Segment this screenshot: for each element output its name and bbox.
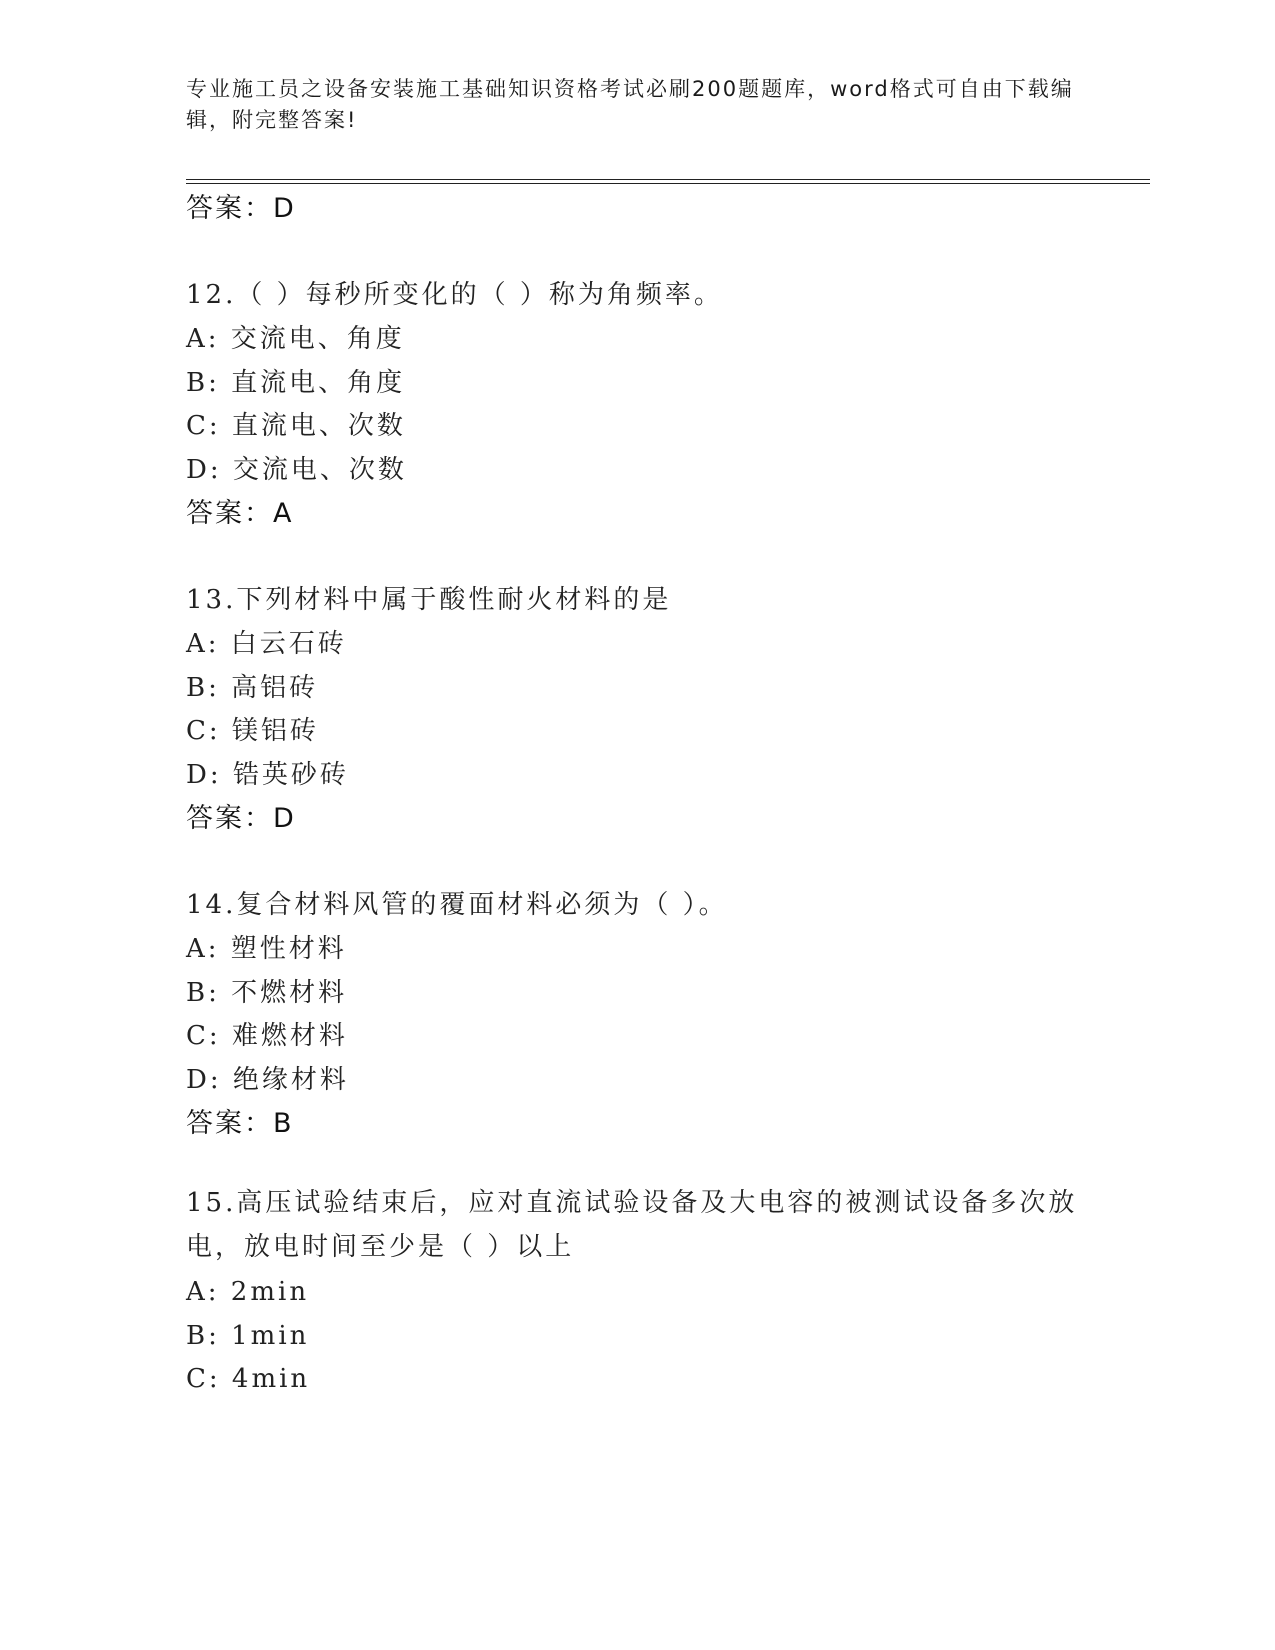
question-15-option-b: B: 1min xyxy=(186,1321,310,1351)
question-13-option-d: D: 锆英砂砖 xyxy=(186,760,349,790)
question-12-option-d: D: 交流电、次数 xyxy=(186,455,407,485)
question-12-option-b: B: 直流电、角度 xyxy=(186,368,406,398)
question-12-text: 12.（ ）每秒所变化的（ ）称为角频率。 xyxy=(186,280,723,310)
question-12-answer: 答案：A xyxy=(186,498,294,529)
header-rule-bottom xyxy=(186,183,1150,184)
question-15-option-a: A: 2min xyxy=(186,1277,310,1307)
question-13-answer: 答案：D xyxy=(186,803,296,834)
question-14-option-d: D: 绝缘材料 xyxy=(186,1065,349,1095)
question-13-text: 13.下列材料中属于酸性耐火材料的是 xyxy=(186,585,672,615)
question-14-text: 14.复合材料风管的覆面材料必须为（ ）。 xyxy=(186,890,728,920)
question-13-option-c: C: 镁铝砖 xyxy=(186,716,319,746)
question-14-answer: 答案：B xyxy=(186,1108,294,1139)
document-header-title: 专业施工员之设备安装施工基础知识资格考试必刷200题题库，word格式可自由下载编辑，附完整答案! xyxy=(186,77,1074,132)
question-13-option-b: B: 高铝砖 xyxy=(186,673,319,703)
question-14-option-a: A: 塑性材料 xyxy=(186,934,347,964)
previous-answer: 答案：D xyxy=(186,193,296,224)
question-12-option-c: C: 直流电、次数 xyxy=(186,411,406,441)
question-12-option-a: A: 交流电、角度 xyxy=(186,324,405,354)
question-14-option-b: B: 不燃材料 xyxy=(186,978,348,1008)
question-15-text: 15.高压试验结束后，应对直流试验设备及大电容的被测试设备多次放电，放电时间至少是（ ）以上 xyxy=(186,1188,1078,1262)
question-13-option-a: A: 白云石砖 xyxy=(186,629,347,659)
header-rule-top xyxy=(186,179,1150,180)
question-14-option-c: C: 难燃材料 xyxy=(186,1021,348,1051)
question-15-option-c: C: 4min xyxy=(186,1364,311,1394)
